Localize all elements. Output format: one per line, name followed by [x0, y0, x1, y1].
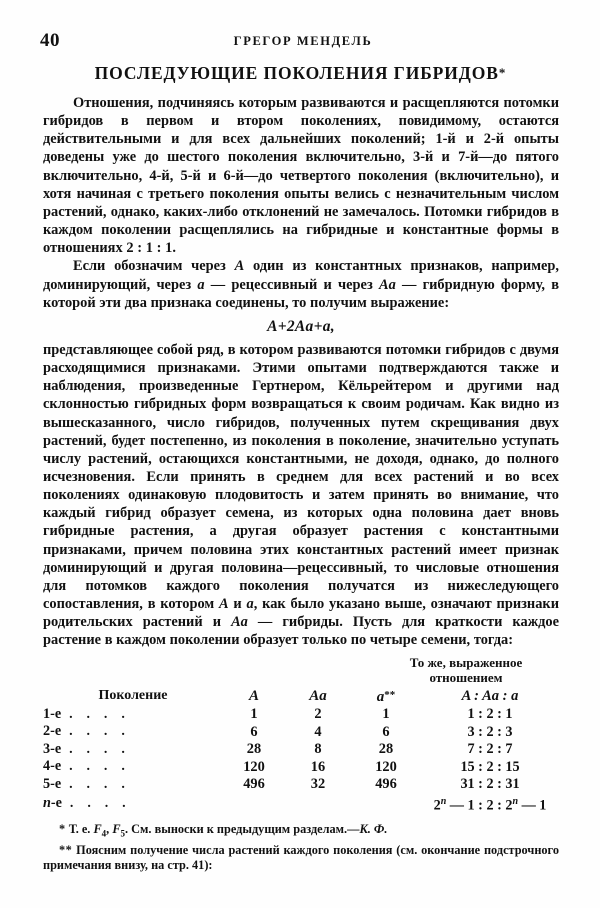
generation-label: 4-е: [43, 758, 62, 775]
cell-generation: [43, 776, 223, 794]
paragraph-1: Отношения, подчиняясь которым развиваются и расщепляются потомки гибридов в первом и втором поколениях, повидимому, остаются действительными и для всех дальнейших поколений; 1-й и 2-й опыты доведены уже до шестого поколения включительно, 3-й и 7-й—до пятого включительно, 4-й, 5-й и 6-й—до четвертого поколения (включительно), и хотя начиная с третьего поколения опыты велись с незначительным числом растений, однако, каких-либо отклонений не замечалось. Потомки гибридов в каждом поколении расщеплялись на гибридные и константные формы в отношениях 2 : 1 : 1.: [43, 95, 559, 257]
cell-ratio: 31 : 2 : 31: [460, 776, 520, 793]
cell-Aa: 4: [314, 723, 322, 740]
generation-label-suffix: -е: [50, 794, 62, 811]
cell-A: 496: [243, 776, 265, 793]
paragraph-3: [43, 341, 559, 650]
table-row: [43, 723, 559, 741]
cell-ratio: 15 : 2 : 15: [460, 758, 520, 775]
cell-generation: [43, 741, 223, 759]
cell-ratio-n: [421, 794, 559, 814]
header-col-ratio: A : Aa : a: [461, 688, 519, 704]
cell-ratio: 3 : 2 : 3: [467, 723, 513, 740]
running-title: ГРЕГОР МЕНДЕЛЬ: [233, 34, 373, 48]
ratio-column-supertitle: [373, 655, 559, 685]
footnote-2: [43, 843, 559, 874]
cell-ratio: 1 : 2 : 1: [467, 706, 513, 723]
table-head: [43, 687, 559, 706]
p2-seg-c: — рецессивный и через: [204, 276, 379, 293]
header-col-A: A: [248, 688, 259, 704]
table-row: [43, 741, 559, 759]
p3-seg-b: и: [228, 596, 247, 613]
cell-Aa: 32: [310, 776, 326, 793]
footnote-1: [43, 822, 559, 842]
footnotes: [43, 822, 559, 874]
table-body: [43, 706, 559, 814]
p2-seg-b: один из константных признаков, например, доминирующий, через: [43, 258, 559, 293]
header-col-a-footnote-marker: **: [384, 689, 396, 701]
generation-label-n: n: [43, 794, 51, 811]
formula-hybrid-series: A+2Aa+a,: [267, 317, 335, 335]
table-row: [43, 776, 559, 794]
generation-label: 1-е: [43, 705, 62, 722]
section-title: [40, 63, 560, 84]
ratio-supertitle-line2: отношением: [429, 670, 503, 685]
p2-seg-a: Если обозначим через: [73, 258, 235, 275]
header-col-a: [351, 687, 421, 706]
footnote-1-seg-b: ,: [106, 822, 113, 836]
cell-Aa: 8: [314, 741, 322, 758]
symbol-F4-subscript: 4: [101, 828, 107, 839]
cell-Aa: 2: [314, 706, 322, 723]
generations-table: [43, 687, 559, 814]
p3-seg-d: — гибриды. Пусть для краткости каждое растение в каждом поколении образует только по четыре семени, тогда:: [43, 614, 559, 649]
symbol-A-2: A: [219, 596, 229, 613]
cell-a: 120: [375, 758, 397, 775]
cell-A: 28: [246, 741, 262, 758]
cell-a: [351, 794, 421, 814]
leader-dots: . . . .: [69, 776, 131, 792]
table-row: [43, 758, 559, 776]
cell-A: [223, 794, 285, 814]
page-number: 40: [40, 30, 60, 51]
footnote-1-signature: К. Ф.: [359, 822, 388, 836]
symbol-Aa: Aa: [378, 276, 396, 293]
footnote-1-marker: *: [59, 822, 66, 836]
symbol-a: a: [197, 276, 205, 293]
leader-dots: . . . .: [69, 706, 131, 722]
cell-ratio: 7 : 2 : 7: [467, 741, 513, 758]
symbol-Aa-2: Aa: [231, 614, 248, 631]
section-title-footnote-marker: *: [498, 65, 506, 80]
cell-A: 6: [250, 723, 258, 740]
table-header-row: [43, 687, 559, 706]
ratio-exponent-1: n: [440, 795, 447, 807]
symbol-A: A: [234, 258, 245, 275]
symbol-a-2: a: [246, 596, 254, 613]
p3-seg-a: представляющее собой ряд, в котором развиваются потомки гибридов с двумя расходящимися признаками. Этими опытами подтверждаются также и наблюдения, произведенные Гертнером, Кёльрейтером и другими над склонностью гибридных форм возвращаться к своим родичам. Как видно из вышесказанного, число гибридов, полученных путем скрещивания двух растений, будет постепенно, из поколения в поколение, значительно уступать числу растений, остающихся константными, не доходя, однако, до полного исчезновения. Если принять в среднем для всех растений и во всех поколениях одинаковую плодовитость и затем принять во внимание, что каждый гибрид образует семена, из которых одна половина дает вновь гибридные растения, а другая образует растения с константными признаками, причем половина этих константных растений имеет признак доминирующий и другая половина—рецессивный, то числовые отношения для потомков каждого поколения получатся из нижеследующего сопоставления, в котором: [43, 341, 559, 613]
cell-generation: [43, 794, 223, 814]
leader-dots: . . . .: [69, 795, 131, 811]
ratio-supertitle-line1: То же, выраженное: [409, 655, 523, 670]
p2-seg-d: — гибридную форму, в которой эти два признака соединены, то получим выражение:: [43, 276, 560, 311]
generation-label: 3-е: [43, 740, 62, 757]
leader-dots: . . . .: [69, 724, 131, 740]
cell-A: 120: [243, 758, 265, 775]
cell-a: 1: [382, 706, 390, 723]
header-col-a-text: a: [376, 689, 385, 705]
cell-a: 28: [378, 741, 394, 758]
section-title-text: ПОСЛЕДУЮЩИЕ ПОКОЛЕНИЯ ГИБРИДОВ: [94, 63, 499, 83]
cell-Aa: 16: [310, 758, 326, 775]
generation-label: 5-е: [43, 775, 62, 792]
header-col-Aa: Aa: [309, 688, 327, 704]
footnote-1-seg-c: . См. выноски к предыдущим разделам.—: [125, 822, 360, 836]
p3-seg-c: , как было указано выше, означают признаки родительских растений и: [43, 596, 559, 631]
leader-dots: . . . .: [69, 741, 131, 757]
table-row-n: [43, 794, 559, 814]
footnote-2-text: Поясним получение числа растений каждого поколения (см. окончание подстрочного примечания внизу, на стр. 41):: [43, 842, 559, 873]
ratio-suffix: — 1: [518, 797, 547, 814]
symbol-F5-subscript: 5: [120, 828, 126, 839]
paragraph-2: [43, 257, 559, 311]
cell-A: 1: [250, 706, 258, 723]
symbol-F5: F: [112, 822, 121, 836]
generation-label: 2-е: [43, 723, 62, 740]
cell-generation: [43, 758, 223, 776]
cell-Aa: [285, 794, 351, 814]
cell-generation: [43, 723, 223, 741]
ratio-exponent-2: n: [512, 795, 519, 807]
table-row: [43, 706, 559, 724]
ratio-prefix: 2: [433, 797, 441, 814]
symbol-F4: F: [93, 822, 102, 836]
footnote-2-marker: **: [59, 842, 73, 857]
leader-dots: . . . .: [69, 759, 131, 775]
footnote-1-seg-a: Т. е.: [65, 822, 94, 836]
cell-a: 496: [375, 776, 397, 793]
body-text: [43, 94, 559, 650]
header-generation: Поколение: [98, 688, 168, 703]
cell-generation: [43, 706, 223, 724]
running-head: [40, 30, 560, 52]
ratio-mid: — 1 : 2 : 2: [446, 797, 513, 814]
cell-a: 6: [382, 723, 390, 740]
